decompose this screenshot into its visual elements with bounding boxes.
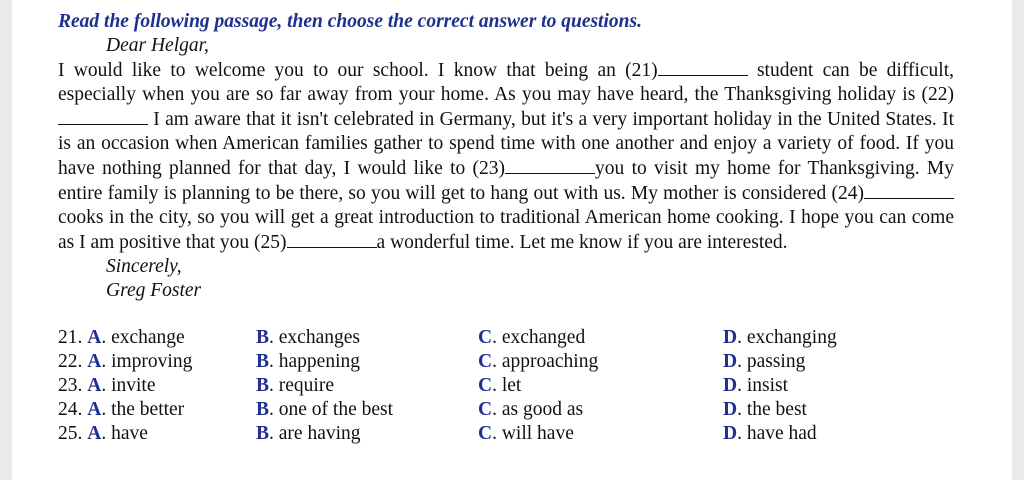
option-text: exchanged [501,327,586,348]
question-number: 21. [58,327,83,348]
option-c[interactable]: C. exchanged [478,327,586,348]
document-page [12,0,1012,480]
option-b[interactable]: B. require [256,375,334,396]
option-letter: B [256,375,270,396]
passage-text-1: I would like to welcome you to our school. I know that being an (21) [58,60,658,81]
option-d[interactable]: D. have had [723,423,817,444]
passage-text-5: cooks in the city, so you will get a great introduction to traditional American home cooking. I hope you can come as I am positive that you (25) [58,207,954,253]
question-number: 22. [58,351,83,372]
letter-signature: Greg Foster [106,280,202,301]
question-row [58,422,954,446]
option-b[interactable]: B. are having [256,423,361,444]
option-letter: C [478,399,493,420]
question-row [58,398,954,422]
option-text: approaching [501,351,599,372]
option-letter: B [256,423,270,444]
option-text: insist [746,375,789,396]
option-letter: B [256,351,270,372]
option-letter: A [87,399,102,420]
option-letter: A [87,351,102,372]
option-text: passing [746,351,806,372]
option-letter: B [256,327,270,348]
letter-closing: Sincerely, [106,256,182,277]
option-b[interactable]: B. exchanges [256,327,360,348]
question-number: 25. [58,423,83,444]
blank-21 [658,58,748,76]
option-text: invite [111,375,156,396]
letter-greeting: Dear Helgar, [106,35,209,56]
blank-23 [505,156,595,174]
instruction-heading: Read the following passage, then choose the correct answer to questions. [58,11,642,32]
option-d[interactable]: D. insist [723,375,789,396]
option-a[interactable]: 24. A. the better [58,399,185,420]
option-text: exchange [111,327,185,348]
option-b[interactable]: B. one of the best [256,399,394,420]
option-letter: A [87,375,102,396]
blank-25 [287,230,377,248]
option-text: improving [111,351,193,372]
letter-body [58,58,954,255]
option-letter: D [723,327,738,348]
option-letter: D [723,351,738,372]
option-text: have had [746,423,817,444]
option-c[interactable]: C. will have [478,423,574,444]
option-letter: C [478,327,493,348]
question-number: 24. [58,399,83,420]
option-letter: A [87,327,102,348]
option-c[interactable]: C. approaching [478,351,599,372]
option-b[interactable]: B. happening [256,351,360,372]
option-text: exchanging [746,327,837,348]
option-text: the better [111,399,185,420]
option-a[interactable]: 23. A. invite [58,375,156,396]
passage-text-6: a wonderful time. Let me know if you are interested. [376,232,788,253]
option-d[interactable]: D. the best [723,399,807,420]
passage-text-4: you to visit my home for Thanksgiving. My entire family is planning to be there, so you will get to hang out with us. My mother is considered (24) [58,158,954,204]
option-text: are having [278,423,361,444]
option-letter: C [478,423,493,444]
option-c[interactable]: C. let [478,375,522,396]
question-row [58,350,954,374]
option-text: as good as [501,399,584,420]
option-d[interactable]: D. exchanging [723,327,837,348]
passage-section [58,10,954,303]
option-c[interactable]: C. as good as [478,399,584,420]
passage-text-3: I am aware that it isn't celebrated in Germany, but it's a very important holiday in the United States. It is an occasion when American families gather to spend time with one another and enjoy a variety of food. If you have nothing planned for that day, I would like to (23) [58,109,954,179]
option-letter: D [723,423,738,444]
passage-text-2: student can be difficult, especially when you are so far away from your home. As you may have heard, the Thanksgiving holiday is (22) [58,60,954,105]
option-text: have [111,423,148,444]
question-row [58,374,954,398]
blank-24 [864,181,954,199]
blank-22 [58,107,148,125]
question-number: 23. [58,375,83,396]
option-text: the best [746,399,807,420]
answer-options [58,326,954,446]
option-text: happening [278,351,360,372]
option-a[interactable]: 22. A. improving [58,351,193,372]
option-a[interactable]: 25. A. have [58,423,148,444]
option-a[interactable]: 21. A. exchange [58,327,185,348]
option-text: will have [501,423,574,444]
question-row [58,326,954,350]
option-d[interactable]: D. passing [723,351,806,372]
option-text: require [278,375,334,396]
option-letter: B [256,399,270,420]
option-text: let [501,375,522,396]
option-text: one of the best [278,399,394,420]
option-text: exchanges [278,327,360,348]
option-letter: C [478,375,493,396]
option-letter: A [87,423,102,444]
option-letter: D [723,375,738,396]
option-letter: D [723,399,738,420]
option-letter: C [478,351,493,372]
